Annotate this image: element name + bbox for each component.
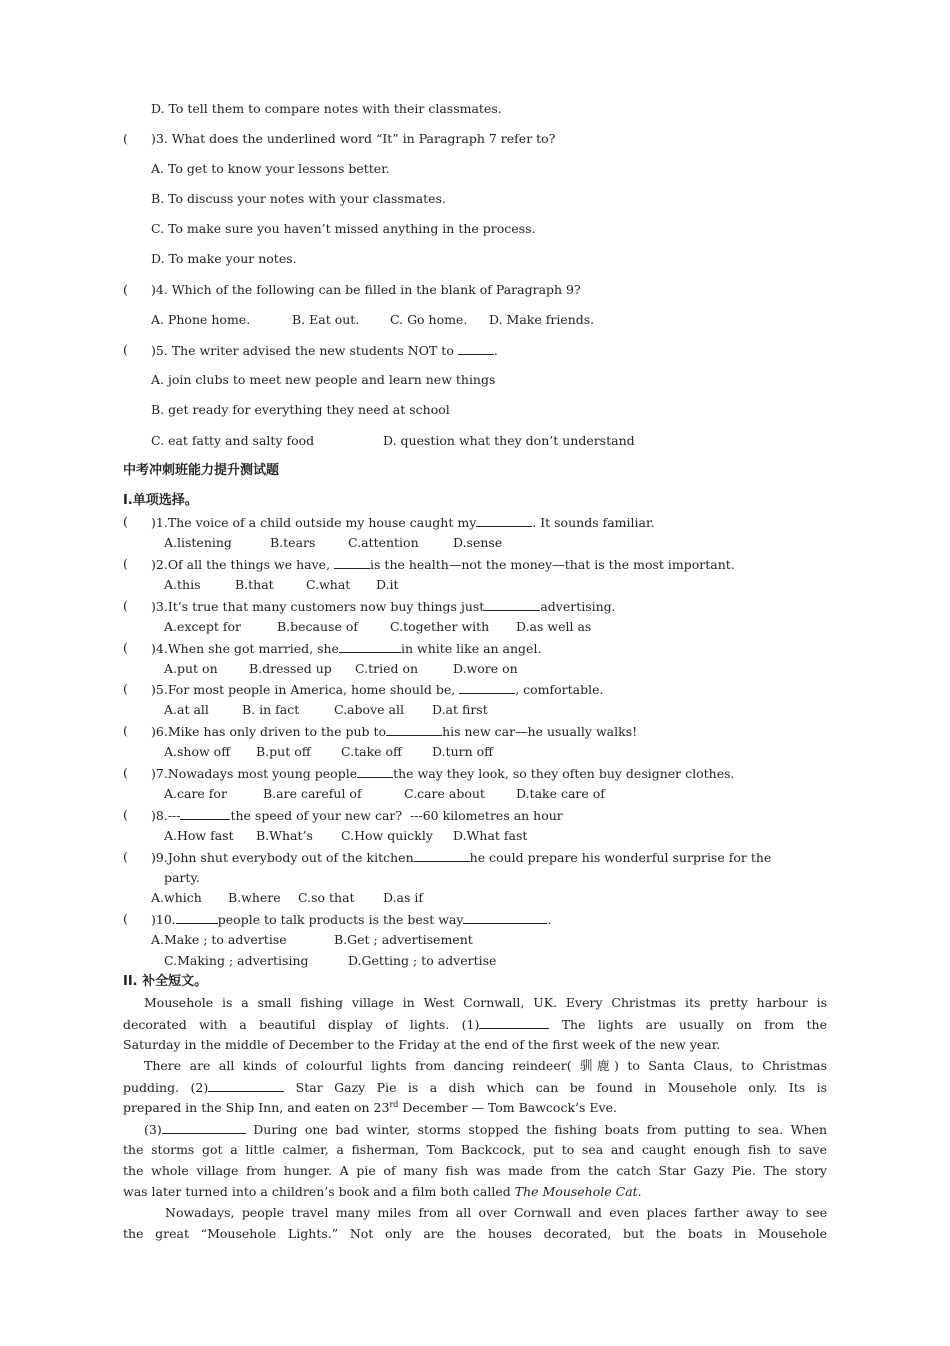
passage-p3-line3: the whole village from hunger. A pie of many fish was made from the catch Star Gazy Pie. The story [123, 1163, 827, 1178]
mc-q10-option-d: D.Getting ; to advertise [348, 953, 497, 968]
q4-option-c: C. Go home. [390, 312, 468, 327]
section1-title: I.单项选择。 [123, 493, 198, 508]
mc-q10-option-a: A.Make ; to advertise [151, 932, 287, 947]
passage-p2-line3: prepared in the Ship Inn, and eaten on 23rd December — Tom Bawcock’s Eve. [123, 1100, 617, 1115]
mc-q6-stem: )6.Mike has only driven to the pub to his new car—he usually walks! [151, 724, 638, 739]
q4-option-d: D. Make friends. [489, 312, 595, 327]
q3-stem: )3. What does the underlined word “It” in Paragraph 7 refer to? [151, 131, 556, 146]
mc-q9-option-c: C.so that [298, 890, 355, 905]
mc-q9-option-b: B.where [228, 890, 281, 905]
mc-q4-option-a: A.put on [164, 661, 218, 676]
mc-q4-option-d: D.wore on [453, 661, 518, 676]
q3-option-a: A. To get to know your lessons better. [151, 161, 390, 176]
mc-q7-option-d: D.take care of [516, 786, 605, 801]
mc-q1-option-b: B.tears [270, 535, 316, 550]
mc-q6-option-c: C.take off [341, 744, 402, 759]
mc-q6-option-d: D.turn off [432, 744, 494, 759]
mc-q5-option-d: D.at first [432, 702, 488, 717]
mc-q8-option-c: C.How quickly [341, 828, 433, 843]
mc-q7-stem: )7.Nowadays most young people the way they look, so they often buy designer clothes. [151, 766, 735, 781]
passage-p3-line4: was later turned into a children’s book and a film both called The Mousehole Cat. [123, 1184, 642, 1199]
mc-q10-option-b: B.Get ; advertisement [334, 932, 473, 947]
mc-q1-bracket: ( [123, 514, 128, 529]
mc-q7-option-a: A.care for [164, 786, 227, 801]
passage-p2-line2: pudding. (2) Star Gazy Pie is a dish which can be found in Mousehole only. Its is [123, 1080, 827, 1095]
q3-option-c: C. To make sure you haven’t missed anything in the process. [151, 221, 536, 236]
q2-option-d: D. To tell them to compare notes with their classmates. [151, 101, 502, 116]
mc-q4-option-b: B.dressed up [249, 661, 332, 676]
q5-option-a: A. join clubs to meet new people and learn new things [151, 372, 496, 387]
mc-q9-option-a: A.which [151, 890, 202, 905]
q5-bracket: ( [123, 342, 128, 357]
q4-option-b: B. Eat out. [292, 312, 360, 327]
mc-q8-stem: )8.--- the speed of your new car? ---60 kilometres an hour [151, 808, 563, 823]
mc-q3-option-a: A.except for [164, 619, 241, 634]
mc-q1-option-d: D.sense [453, 535, 503, 550]
mc-q6-option-b: B.put off [256, 744, 311, 759]
mc-q8-bracket: ( [123, 807, 128, 822]
mc-q3-option-d: D.as well as [516, 619, 592, 634]
passage-p3-line2: the storms got a little calmer, a fisherman, Tom Backcock, put to sea and caught enough fish to save [123, 1142, 827, 1157]
mc-q10-option-c: C.Making ; advertising [164, 953, 309, 968]
mc-q1-stem: )1.The voice of a child outside my house caught my . It sounds familiar. [151, 515, 655, 530]
mc-q3-option-b: B.because of [277, 619, 358, 634]
q3-bracket: ( [123, 131, 128, 146]
passage-p4-line2: the great “Mousehole Lights.” Not only are the houses decorated, but the boats in Mousehole [123, 1226, 827, 1241]
passage-p4-line1: Nowadays, people travel many miles from all over Cornwall and even places farther away to see [165, 1205, 827, 1220]
mc-q4-option-c: C.tried on [355, 661, 419, 676]
passage-p1-line3: Saturday in the middle of December to the Friday at the end of the first week of the new year. [123, 1037, 721, 1052]
section2-title: II. 补全短文。 [123, 974, 208, 989]
mc-q2-stem: )2.Of all the things we have, is the health—not the money—that is the most important. [151, 557, 735, 572]
mc-q3-stem: )3.It’s true that many customers now buy things just advertising. [151, 599, 616, 614]
q4-option-a: A. Phone home. [151, 312, 251, 327]
q3-option-d: D. To make your notes. [151, 251, 297, 266]
mc-q2-option-b: B.that [235, 577, 274, 592]
mc-q7-option-b: B.are careful of [263, 786, 362, 801]
mc-q10-stem: )10. people to talk products is the best way . [151, 912, 552, 927]
mc-q2-bracket: ( [123, 556, 128, 571]
mc-q7-option-c: C.care about [404, 786, 485, 801]
test-title: 中考冲刺班能力提升测试题 [123, 463, 280, 478]
mc-q1-option-a: A.listening [164, 535, 232, 550]
q5-option-b: B. get ready for everything they need at school [151, 402, 450, 417]
mc-q5-bracket: ( [123, 681, 128, 696]
mc-q6-bracket: ( [123, 723, 128, 738]
mc-q9-bracket: ( [123, 849, 128, 864]
mc-q4-stem: )4.When she got married, she in white like an angel. [151, 641, 542, 656]
mc-q5-option-b: B. in fact [242, 702, 300, 717]
mc-q1-option-c: C.attention [348, 535, 419, 550]
mc-q9-option-d: D.as if [383, 890, 424, 905]
mc-q6-option-a: A.show off [164, 744, 231, 759]
passage-p3-line1: (3) During one bad winter, storms stopped the fishing boats from putting to sea. When [144, 1122, 827, 1137]
passage-p2-line1: There are all kinds of colourful lights from dancing reindeer( 驯鹿) to Santa Claus, to Christmas [144, 1058, 827, 1073]
mc-q7-bracket: ( [123, 765, 128, 780]
q5-option-c: C. eat fatty and salty food [151, 433, 315, 448]
passage-p1-line1: Mousehole is a small fishing village in West Cornwall, UK. Every Christmas its pretty harbour is [144, 995, 827, 1010]
mc-q8-option-d: D.What fast [453, 828, 528, 843]
q3-option-b: B. To discuss your notes with your classmates. [151, 191, 446, 206]
q5-stem: )5. The writer advised the new students NOT to . [151, 343, 498, 358]
mc-q3-option-c: C.together with [390, 619, 490, 634]
passage-p1-line2: decorated with a beautiful display of lights. (1) The lights are usually on from the [123, 1017, 827, 1032]
q5-option-d: D. question what they don’t understand [383, 433, 635, 448]
mc-q5-option-c: C.above all [334, 702, 404, 717]
q4-bracket: ( [123, 282, 128, 297]
mc-q2-option-a: A.this [164, 577, 201, 592]
q4-stem: )4. Which of the following can be filled in the blank of Paragraph 9? [151, 282, 581, 297]
mc-q5-option-a: A.at all [164, 702, 209, 717]
mc-q3-bracket: ( [123, 598, 128, 613]
mc-q2-option-c: C.what [306, 577, 351, 592]
mc-q9-stem: )9.John shut everybody out of the kitchen he could prepare his wonderful surprise for the [151, 850, 772, 865]
mc-q4-bracket: ( [123, 640, 128, 655]
mc-q8-option-a: A.How fast [164, 828, 234, 843]
mc-q10-bracket: ( [123, 911, 128, 926]
mc-q5-stem: )5.For most people in America, home should be, , comfortable. [151, 682, 604, 697]
mc-q2-option-d: D.it [376, 577, 399, 592]
mc-q9-stem-continuation: party. [164, 870, 200, 885]
mc-q8-option-b: B.What’s [256, 828, 313, 843]
